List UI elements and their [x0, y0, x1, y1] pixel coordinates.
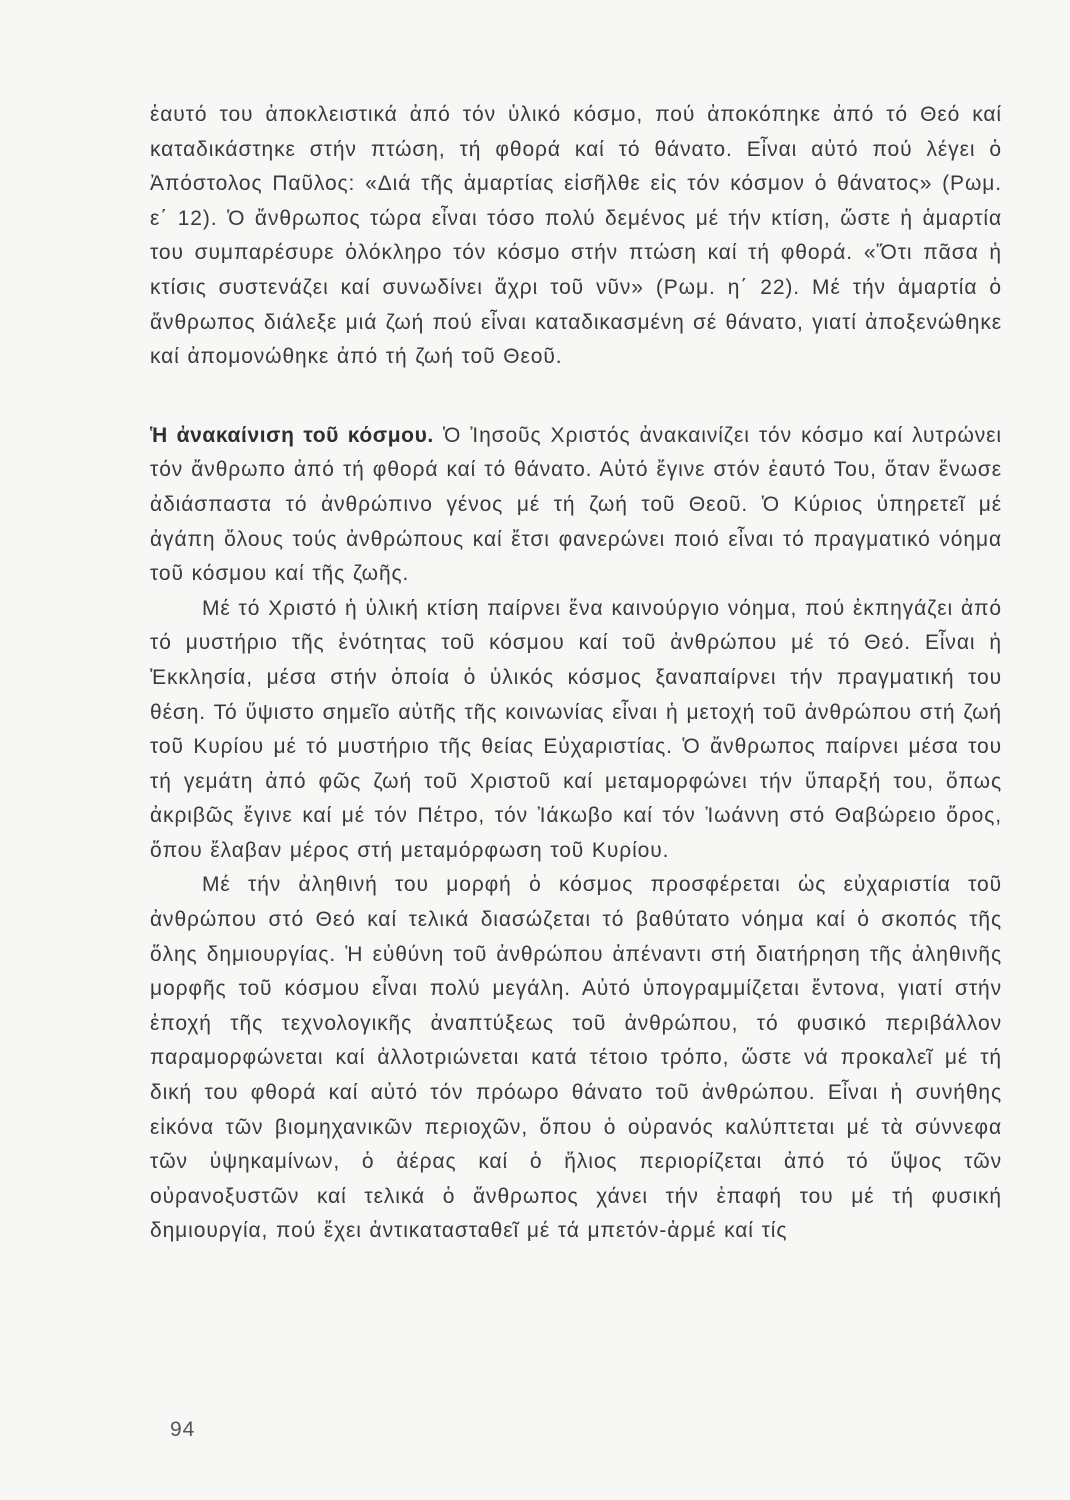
section-paragraph-1-container: [150, 419, 1002, 592]
section-paragraph-2: Μέ τό Χριστό ἡ ὑλική κτίση παίρνει ἕνα καινούργιο νόημα, πού ἐκπηγάζει ἀπό τό μυστήριο τῆς ἑνότητας τοῦ κόσμου καί τοῦ ἀνθρώπου μέ τό Θεό. Εἶναι ἡ Ἐκκλησία, μέσα στήν ὁποία ὁ ὑλικός κόσμος ξαναπαίρνει τήν πραγματική του θέση. Τό ὕψιστο σημεῖο αὐτῆς τῆς κοινωνίας εἶναι ἡ μετοχή τοῦ ἀνθρώπου στή ζωή τοῦ Κυρίου μέ τό μυστήριο τῆς θείας Εὐχαριστίας. Ὁ ἄνθρωπος παίρνει μέσα του τή γεμάτη ἀπό φῶς ζωή τοῦ Χριστοῦ καί μεταμορφώνει τήν ὕπαρξή του, ὅπως ἀκριβῶς ἔγινε καί μέ τόν Πέτρο, τόν Ἰάκωβο καί τόν Ἰωάννη στό Θαβώρειο ὄρος, ὅπου ἔλαβαν μέρος στή μεταμόρφωση τοῦ Κυρίου.: [150, 596, 1002, 862]
text-column: [150, 98, 1002, 1249]
section-heading: Ἡ ἀνακαίνιση τοῦ κόσμου.: [150, 423, 434, 447]
section-gap: [150, 375, 1002, 419]
page-number: 94: [170, 1418, 196, 1441]
section-paragraph-3: Μέ τήν ἀληθινή του μορφή ὁ κόσμος προσφέρεται ὡς εὐχαριστία τοῦ ἀνθρώπου στό Θεό καί τελικά διασώζεται τό βαθύτατο νόημα καί ὁ σκοπός τῆς ὅλης δημιουργίας. Ἡ εὐθύνη τοῦ ἀνθρώπου ἀπέναντι στή διατήρηση τῆς ἀληθινῆς μορφῆς τοῦ κόσμου εἶναι πολύ μεγάλη. Αὐτό ὑπογραμμίζεται ἔντονα, γιατί στήν ἐποχή τῆς τεχνολογικῆς ἀναπτύξεως τοῦ ἀνθρώπου, τό φυσικό περιβάλλον παραμορφώνεται καί ἀλλοτριώνεται κατά τέτοιο τρόπο, ὥστε νά προκαλεῖ μέ τή δική του φθορά καί αὐτό τόν πρόωρο θάνατο τοῦ ἀνθρώπου. Εἶναι ἡ συνήθης εἰκόνα τῶν βιομηχανικῶν περιοχῶν, ὅπου ὁ οὐρανός καλύπτεται μέ τὰ σύννεφα τῶν ὑψηκαμίνων, ὁ ἀέρας καί ὁ ἥλιος περιορίζεται ἀπό τό ὕψος τῶν οὐρανοξυστῶν καί τελικά ὁ ἄνθρωπος χάνει τήν ἐπαφή του μέ τή φυσική δημιουργία, πού ἔχει ἀντικατασταθεῖ μέ τά μπετόν-ἀρμέ καί τίς: [150, 873, 1002, 1243]
section-paragraph-1: Ὁ Ἰησοῦς Χριστός ἀνακαινίζει τόν κόσμο καί λυτρώνει τόν ἄνθρωπο ἀπό τή φθορά καί τό θάνατο. Αὐτό ἔγινε στόν ἑαυτό Του, ὅταν ἕνωσε ἀδιάσπαστα τό ἀνθρώπινο γένος μέ τή ζωή τοῦ Θεοῦ. Ὁ Κύριος ὑπηρετεῖ μέ ἀγάπη ὅλους τούς ἀνθρώπους καί ἔτσι φανερώνει ποιό εἶναι τό πραγματικό νόημα τοῦ κόσμου καί τῆς ζωῆς.: [150, 423, 1003, 586]
intro-paragraph: ἑαυτό του ἀποκλειστικά ἀπό τόν ὑλικό κόσμο, πού ἀποκόπηκε ἀπό τό Θεό καί καταδικάστηκε στήν πτώση, τή φθορά καί τό θάνατο. Εἶναι αὐτό πού λέγει ὁ Ἀπόστολος Παῦλος: «Διά τῆς ἁμαρτίας εἰσῆλθε εἰς τόν κόσμον ὁ θάνατος» (Ρωμ. ε΄ 12). Ὁ ἄνθρωπος τώρα εἶναι τόσο πολύ δεμένος μέ τήν κτίση, ὥστε ἡ ἁμαρτία του συμπαρέσυρε ὁλόκληρο τόν κόσμο στήν πτώση καί τή φθορά. «Ὅτι πᾶσα ἡ κτίσις συστενάζει καί συνωδίνει ἄχρι τοῦ νῦν» (Ρωμ. η΄ 22). Μέ τήν ἁμαρτία ὁ ἄνθρωπος διάλεξε μιά ζωή πού εἶναι καταδικασμένη σέ θάνατο, γιατί ἀποξενώθηκε καί ἀπομονώθηκε ἀπό τή ζωή τοῦ Θεοῦ.: [150, 103, 1002, 369]
